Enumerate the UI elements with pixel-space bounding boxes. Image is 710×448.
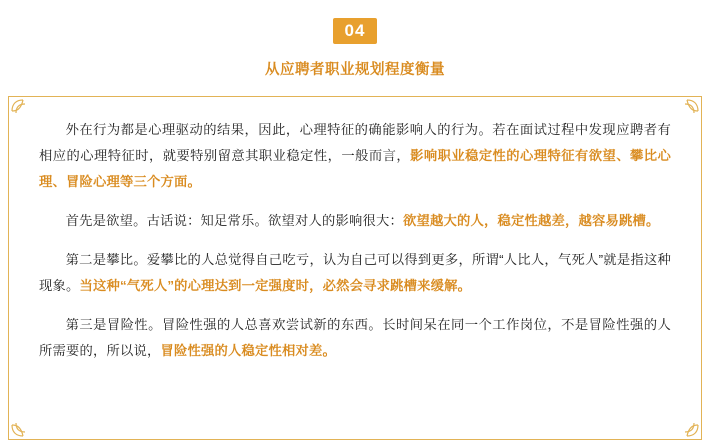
plain-text: 第二是攀比。爱攀比的人总觉得自己吃亏，认为自己可以得到更多，所谓“人比人，气死人”就是指这种现象。 xyxy=(39,252,671,293)
highlighted-text: 欲望越大的人，稳定性越差，越容易跳槽。 xyxy=(403,213,660,228)
paragraph xyxy=(39,247,671,299)
plain-text: 首先是欲望。古话说：知足常乐。欲望对人的影响很大： xyxy=(65,213,404,228)
content-box xyxy=(8,96,702,440)
body-text xyxy=(9,97,701,374)
paragraph xyxy=(39,312,671,364)
plain-text: 外在行为都是心理驱动的结果，因此，心理特征的确能影响人的行为。若在面试过程中发现应聘者有相应的心理特征时，就要特别留意其职业稳定性，一般而言， xyxy=(39,122,671,163)
highlighted-text: 冒险性强的人稳定性相对差。 xyxy=(160,343,336,358)
corner-ornament-icon xyxy=(11,411,37,437)
paragraph xyxy=(39,208,671,234)
highlighted-text: 影响职业稳定性的心理特征有欲望、攀比心理、冒险心理等三个方面。 xyxy=(39,148,671,189)
plain-text: 第三是冒险性。冒险性强的人总喜欢尝试新的东西。长时间呆在同一个工作岗位，不是冒险性强的人所需要的，所以说， xyxy=(39,317,671,358)
page-title: 从应聘者职业规划程度衡量 xyxy=(265,62,445,78)
page-header xyxy=(0,0,710,79)
highlighted-text: 当这种“气死人”的心理达到一定强度时，必然会寻求跳槽来缓解。 xyxy=(79,278,472,293)
section-number-badge: 04 xyxy=(333,18,378,44)
paragraph xyxy=(39,117,671,195)
corner-ornament-icon xyxy=(673,411,699,437)
